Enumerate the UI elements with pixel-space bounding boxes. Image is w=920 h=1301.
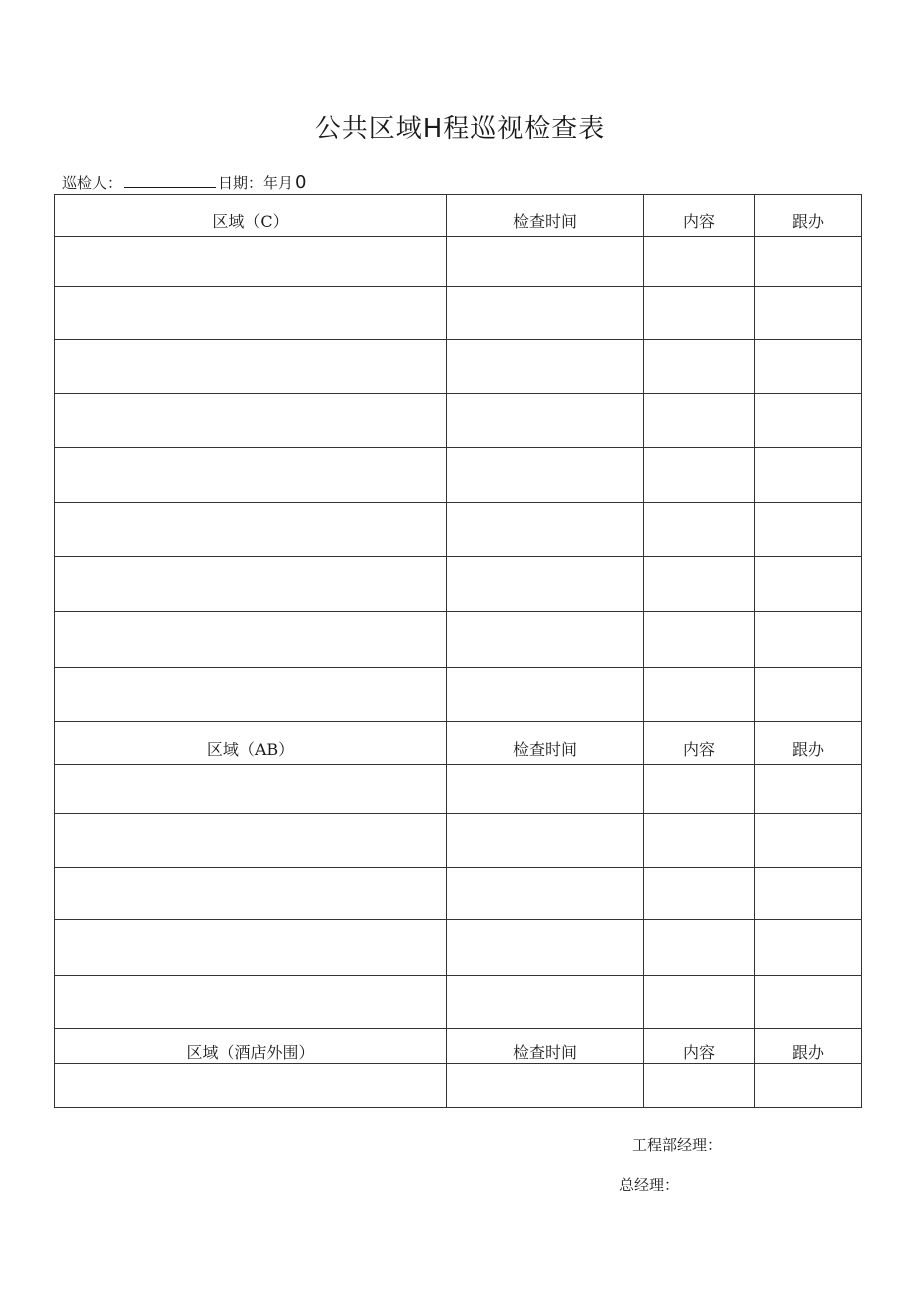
cell-content[interactable] [644, 668, 755, 722]
cell-area[interactable] [55, 868, 447, 920]
inspection-table-body [55, 195, 862, 1108]
cell-content[interactable] [644, 612, 755, 668]
inspector-blank-line [124, 173, 216, 188]
cell-area[interactable] [55, 668, 447, 722]
inspection-table [54, 194, 862, 1108]
header-check-time: 检查时间 [447, 195, 644, 237]
cell-content[interactable] [644, 557, 755, 612]
cell-follow-up[interactable] [755, 340, 862, 394]
inspection-meta [62, 172, 306, 193]
cell-content[interactable] [644, 814, 755, 868]
cell-content[interactable] [644, 237, 755, 287]
cell-check-time[interactable] [447, 976, 644, 1029]
header-content: 内容 [644, 195, 755, 237]
cell-area[interactable] [55, 448, 447, 503]
cell-follow-up[interactable] [755, 612, 862, 668]
table-row [55, 503, 862, 557]
cell-content[interactable] [644, 1064, 755, 1108]
cell-area[interactable] [55, 287, 447, 340]
table-row [55, 287, 862, 340]
cell-check-time[interactable] [447, 557, 644, 612]
cell-follow-up[interactable] [755, 868, 862, 920]
section-header-row [55, 195, 862, 237]
cell-check-time[interactable] [447, 612, 644, 668]
cell-follow-up[interactable] [755, 668, 862, 722]
table-row [55, 237, 862, 287]
cell-follow-up[interactable] [755, 394, 862, 448]
cell-content[interactable] [644, 394, 755, 448]
cell-follow-up[interactable] [755, 287, 862, 340]
header-follow-up: 跟办 [755, 722, 862, 765]
cell-area[interactable] [55, 503, 447, 557]
cell-area[interactable] [55, 612, 447, 668]
header-check-time: 检查时间 [447, 722, 644, 765]
table-row [55, 394, 862, 448]
cell-check-time[interactable] [447, 503, 644, 557]
table-row [55, 976, 862, 1029]
cell-follow-up[interactable] [755, 765, 862, 814]
cell-content[interactable] [644, 976, 755, 1029]
table-row [55, 340, 862, 394]
cell-area[interactable] [55, 394, 447, 448]
header-content: 内容 [644, 1029, 755, 1064]
cell-area[interactable] [55, 814, 447, 868]
cell-check-time[interactable] [447, 765, 644, 814]
table-row [55, 557, 862, 612]
cell-content[interactable] [644, 765, 755, 814]
cell-area[interactable] [55, 1064, 447, 1108]
cell-check-time[interactable] [447, 814, 644, 868]
cell-content[interactable] [644, 503, 755, 557]
cell-area[interactable] [55, 765, 447, 814]
inspector-label: 巡检人： [62, 174, 123, 192]
cell-check-time[interactable] [447, 868, 644, 920]
cell-area[interactable] [55, 976, 447, 1029]
table-row [55, 448, 862, 503]
cell-area[interactable] [55, 340, 447, 394]
table-row [55, 612, 862, 668]
cell-area[interactable] [55, 557, 447, 612]
cell-follow-up[interactable] [755, 448, 862, 503]
section-header-row [55, 1029, 862, 1064]
cell-content[interactable] [644, 920, 755, 976]
section-header-row [55, 722, 862, 765]
cell-follow-up[interactable] [755, 237, 862, 287]
cell-check-time[interactable] [447, 287, 644, 340]
general-manager-signature: 总经理： [619, 1176, 680, 1194]
header-area: 区域（C） [55, 195, 447, 237]
header-area: 区域（酒店外围） [55, 1029, 447, 1064]
cell-follow-up[interactable] [755, 814, 862, 868]
page-title: 公共区域H程巡视检查表 [314, 114, 606, 144]
header-area: 区域（AB） [55, 722, 447, 765]
cell-follow-up[interactable] [755, 557, 862, 612]
cell-check-time[interactable] [447, 920, 644, 976]
cell-check-time[interactable] [447, 394, 644, 448]
table-row [55, 814, 862, 868]
cell-check-time[interactable] [447, 340, 644, 394]
header-follow-up: 跟办 [755, 1029, 862, 1064]
cell-check-time[interactable] [447, 668, 644, 722]
cell-area[interactable] [55, 920, 447, 976]
table-row [55, 868, 862, 920]
cell-follow-up[interactable] [755, 503, 862, 557]
cell-check-time[interactable] [447, 448, 644, 503]
cell-follow-up[interactable] [755, 920, 862, 976]
header-check-time: 检查时间 [447, 1029, 644, 1064]
cell-area[interactable] [55, 237, 447, 287]
table-row [55, 668, 862, 722]
header-content: 内容 [644, 722, 755, 765]
engineering-manager-signature: 工程部经理： [632, 1136, 723, 1154]
header-follow-up: 跟办 [755, 195, 862, 237]
table-row [55, 920, 862, 976]
cell-check-time[interactable] [447, 1064, 644, 1108]
cell-follow-up[interactable] [755, 1064, 862, 1108]
cell-content[interactable] [644, 448, 755, 503]
cell-content[interactable] [644, 287, 755, 340]
date-label: 日期：年月 [218, 174, 294, 192]
date-suffix: 0 [295, 172, 307, 193]
cell-check-time[interactable] [447, 237, 644, 287]
cell-content[interactable] [644, 868, 755, 920]
table-row [55, 1064, 862, 1108]
table-row [55, 765, 862, 814]
cell-content[interactable] [644, 340, 755, 394]
cell-follow-up[interactable] [755, 976, 862, 1029]
